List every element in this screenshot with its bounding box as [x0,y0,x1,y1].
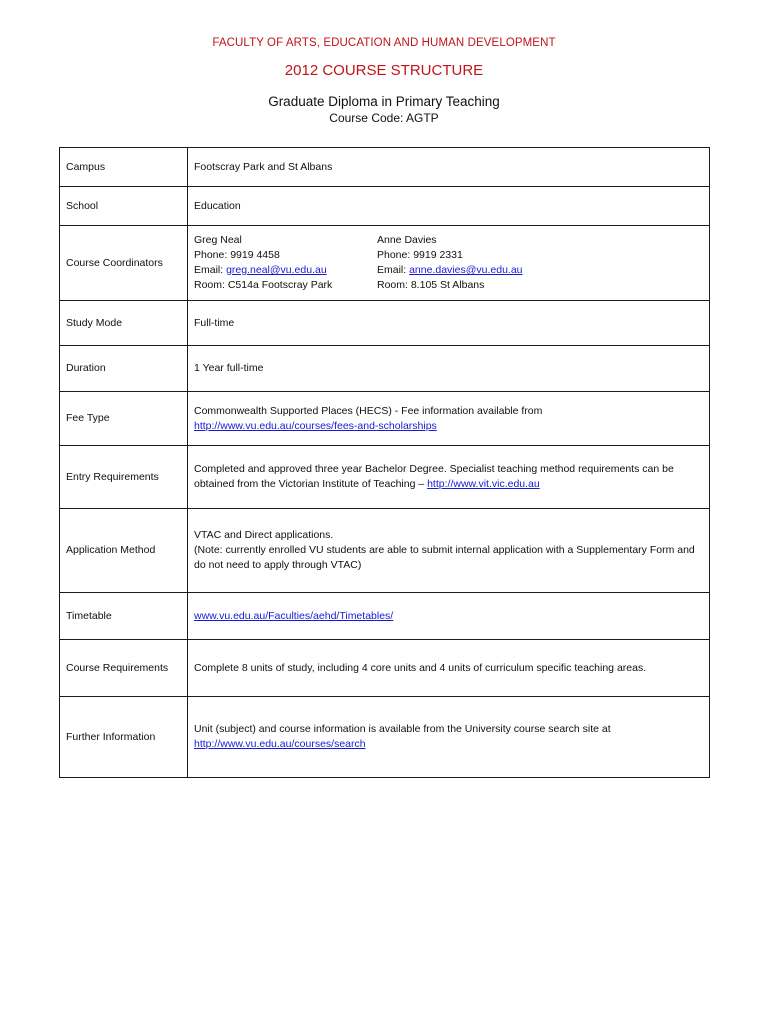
row-label: Entry Requirements [60,446,188,509]
course-info-table [59,147,710,778]
application-line-2: (Note: currently enrolled VU students are able to submit internal application with a Supplementary Form and do not need to apply through VTAC) [194,544,695,571]
coordinator-room: Room: C514a Footscray Park [194,279,333,291]
vit-link[interactable]: http://www.vit.vic.edu.au [427,478,540,490]
coordinator-email-line [194,263,377,278]
table-row-fee-type [60,392,710,446]
row-value [188,509,710,593]
row-value [188,226,710,301]
coordinator-anne-davies [377,233,560,293]
row-label: Duration [60,346,188,392]
row-label: Course Coordinators [60,226,188,301]
table-row-course-requirements [60,640,710,697]
table-row-entry-requirements [60,446,710,509]
row-label: Fee Type [60,392,188,446]
row-value [188,593,710,640]
table-row-application-method [60,509,710,593]
further-text: Unit (subject) and course information is available from the University course search site at [194,723,611,735]
row-label: Campus [60,148,188,187]
row-label: Timetable [60,593,188,640]
coordinator-room: Room: 8.105 St Albans [377,279,485,291]
row-label: Further Information [60,697,188,778]
coordinator-name: Greg Neal [194,234,242,246]
course-structure-heading: 2012 COURSE STRUCTURE [284,62,484,79]
row-value: Full-time [188,301,710,346]
row-value: Footscray Park and St Albans [188,148,710,187]
row-label: Study Mode [60,301,188,346]
row-value: Complete 8 units of study, including 4 core units and 4 units of curriculum specific teaching areas. [188,640,710,697]
coordinator-email-link[interactable]: greg.neal@vu.edu.au [226,264,327,276]
coordinator-email-link[interactable]: anne.davies@vu.edu.au [409,264,523,276]
coordinator-name: Anne Davies [377,234,437,246]
row-value [188,697,710,778]
fee-text: Commonwealth Supported Places (HECS) - Fee information available from [194,404,543,417]
entry-text: Completed and approved three year Bachelor Degree. Specialist teaching method requirements can be obtained from the Victorian Institute of Teaching – [194,463,674,490]
table-row-further-information [60,697,710,778]
coordinator-phone: Phone: 9919 4458 [194,249,280,261]
faculty-heading: FACULTY OF ARTS, EDUCATION AND HUMAN DEVELOPMENT [212,37,556,49]
email-prefix: Email: [377,264,410,276]
table-row-coordinators [60,226,710,301]
fees-link[interactable]: http://www.vu.edu.au/courses/fees-and-scholarships [194,419,437,432]
table-row-school [60,187,710,226]
table-row-timetable [60,593,710,640]
table-row-study-mode [60,301,710,346]
row-value: 1 Year full-time [188,346,710,392]
application-line-1: VTAC and Direct applications. [194,529,334,541]
course-search-link[interactable]: http://www.vu.edu.au/courses/search [194,738,366,750]
row-value: Education [188,187,710,226]
table-row-duration [60,346,710,392]
course-title: Graduate Diploma in Primary Teaching [268,94,500,109]
coordinator-greg-neal [194,233,377,293]
course-code: Course Code: AGTP [329,111,439,125]
email-prefix: Email: [194,264,227,276]
row-value [188,392,710,446]
coordinator-email-line [377,263,560,278]
row-value [188,446,710,509]
table-row-campus [60,148,710,187]
coordinators-block [194,233,703,293]
row-label: Application Method [60,509,188,593]
coordinator-phone: Phone: 9919 2331 [377,249,463,261]
row-label: School [60,187,188,226]
row-label: Course Requirements [60,640,188,697]
timetable-link[interactable]: www.vu.edu.au/Faculties/aehd/Timetables/ [194,609,394,622]
